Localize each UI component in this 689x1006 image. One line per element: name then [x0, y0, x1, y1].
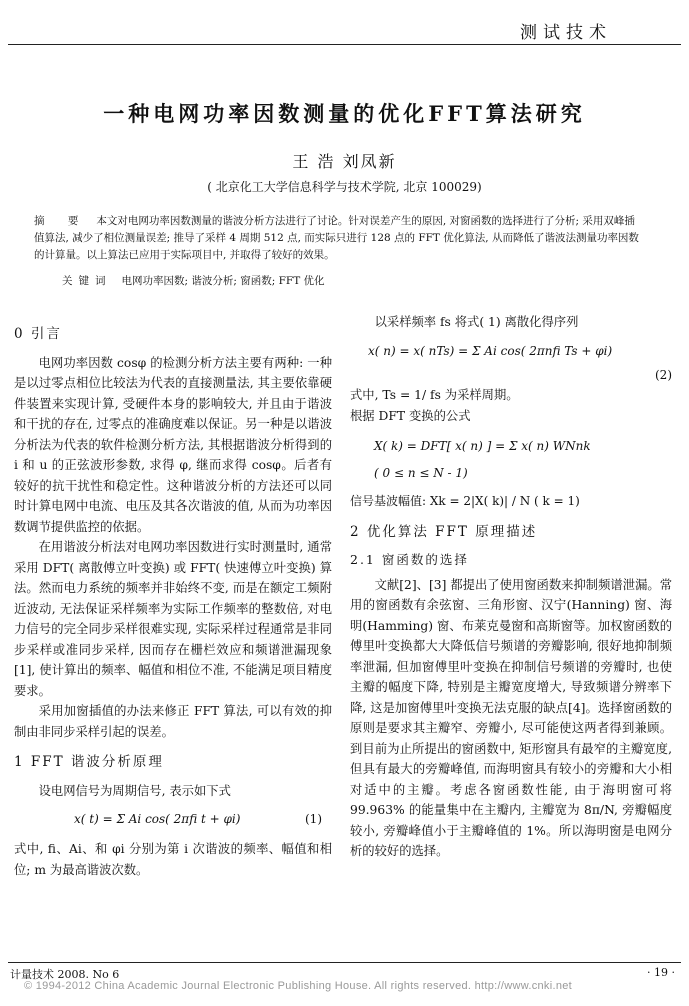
equation-4: 信号基波幅值: Xk = 2|X( k)| / N ( k = 1)	[350, 494, 580, 508]
paragraph: 文献[2]、[3] 都提出了使用窗函数来抑制频谱泄漏。常用的窗函数有余弦窗、三角形窗、汉宁(Hanning) 窗、海明(Hamming) 窗、布莱克曼窗和高斯窗等。加权窗函数的傅里叶变换都大大降低信号频谱的旁瓣影响, 很好地抑制频率泄漏, 但加窗傅里叶变换在抑制信号频谱的旁瓣时, 也使主瓣的幅度下降, 特别是主瓣宽度增大, 导致频谱分辨率下降, 这是加窗傅里叶变换无法克服的缺点[4]。选择窗函数的原则是要求其主瓣窄、旁瓣小, 尽可能使这两者得到兼顾。到目前为止所提出的窗函数中, 矩形窗具有最窄的主瓣宽度, 但具有最大的旁瓣峰值, 而海明窗具有较小的旁瓣和大小相对适中的主瓣。考虑各窗函数性能, 由于海明窗可将 99.963% 的能量集中在主瓣内, 主瓣宽为 8π/N, 旁瓣幅度较小, 旁瓣峰值小于主瓣峰值的 1%。所以海明窗是电网分析的较好的选择。	[350, 577, 672, 858]
section-1-heading: 1 FFT 谐波分析原理	[14, 754, 164, 770]
paragraph: 式中, fi、Ai、和 φi 分别为第 i 次谐波的频率、幅值和相位; m 为最高谐波次数。	[14, 842, 332, 877]
left-column	[14, 318, 332, 880]
section-0-heading: 0 引言	[14, 326, 62, 342]
paragraph: 式中, Ts = 1/ fs 为采样周期。	[350, 388, 519, 402]
keywords-text: 电网功率因数; 谐波分析; 窗函数; FFT 优化	[121, 275, 325, 287]
equation-3-range: ( 0 ≤ n ≤ N - 1)	[374, 465, 468, 480]
keywords	[62, 273, 325, 288]
article-title: 一种电网功率因数测量的优化FFT算法研究	[103, 101, 586, 126]
equation-1	[14, 801, 332, 839]
paragraph: 在用谐波分析法对电网功率因数进行实时测量时, 通常采用 DFT( 离散傅立叶变换) 或 FFT( 快速傅立叶变换) 算法。然而电力系统的频率并非始终不变, 而是在额定工频附近波动, 无法保证采样频率为实际工作频率的整数倍, 对电力信号的完全同步采样很难实现, 实际采样过程通常是非同步采样或准同步采样, 因而存在栅栏效应和频谱泄漏现象[1], 使计算出的频率、幅值和相位不准, 不能满足项目精度要求。	[14, 540, 332, 698]
affiliation: ( 北京化工大学信息科学与技术学院, 北京 100029)	[207, 180, 482, 194]
equation-2-expr: x( n) = x( nTs) = Σ Ai cos( 2πnfi Ts + φi)	[368, 343, 613, 358]
section-tag: 测试技术	[520, 23, 612, 43]
equation-1-number: (1)	[305, 812, 322, 826]
journal-info: 计量技术 2008. No 6	[10, 968, 120, 981]
authors: 王 浩 刘凤新	[292, 152, 397, 171]
paragraph: 设电网信号为周期信号, 表示如下式	[38, 783, 231, 798]
right-column	[350, 312, 672, 862]
paragraph: 采用加窗插值的办法来修正 FFT 算法, 可以有效的抑制由非同步采样引起的误差。	[14, 704, 332, 739]
equation-3: X( k) = DFT[ x( n) ] = Σ x( n) WNnk	[374, 439, 591, 453]
section-2-1-heading: 2.1 窗函数的选择	[350, 552, 469, 567]
abstract-text: 本文对电网功率因数测量的谐波分析方法进行了讨论。针对误差产生的原因, 对窗函数的选择进行了分析; 采用双峰插值算法, 减少了相位测量误差; 推导了采样 4 周期 512 点, 而实际只进行 128 点的 FFT 优化算法, 从而降低了谐波法测量功率因数的计算量。以上算法已应用于实际项目中, 并取得了较好的效果。	[34, 215, 639, 261]
abstract	[34, 213, 640, 264]
paragraph: 电网功率因数 cosφ 的检测分析方法主要有两种: 一种是以过零点相位比较法为代表的直接测量法, 其主要依靠硬件装置来实现计算, 受硬件本身的影响较大, 并且由于谐波和干扰的存在, 过零点的准确度难以保证。另一种是以谐波分析法为代表的软件检测分析方法, 其根据谐波分析得到的 i 和 u 的正弦波形参数, 求得 φ, 继而求得 cosφ。后者有较好的抗干扰性和稳定性。这种谐波分析的方法还可以同时计算电网中电流、电压及其各次谐波的值, 从而为功率因数调节提供监控的依据。	[14, 355, 332, 534]
section-2-heading: 2 优化算法 FFT 原理描述	[350, 523, 538, 540]
paragraph: 以采样频率 fs 将式( 1) 离散化得序列	[374, 315, 579, 329]
equation-1-expr: x( t) = Σ Ai cos( 2πfi t + φi)	[74, 812, 241, 826]
header-rule	[8, 44, 681, 45]
paragraph: 根据 DFT 变换的公式	[350, 408, 471, 423]
equation-2-number: (2)	[655, 367, 672, 382]
keywords-label: 关键词	[62, 275, 112, 287]
abstract-label: 摘 要	[34, 215, 89, 227]
page-number: · 19 ·	[647, 966, 675, 979]
footer-rule	[8, 962, 681, 963]
equation-2	[350, 333, 672, 371]
copyright: © 1994-2012 China Academic Journal Electronic Publishing House. All rights reserved. http://www.cnki.net	[24, 980, 573, 992]
